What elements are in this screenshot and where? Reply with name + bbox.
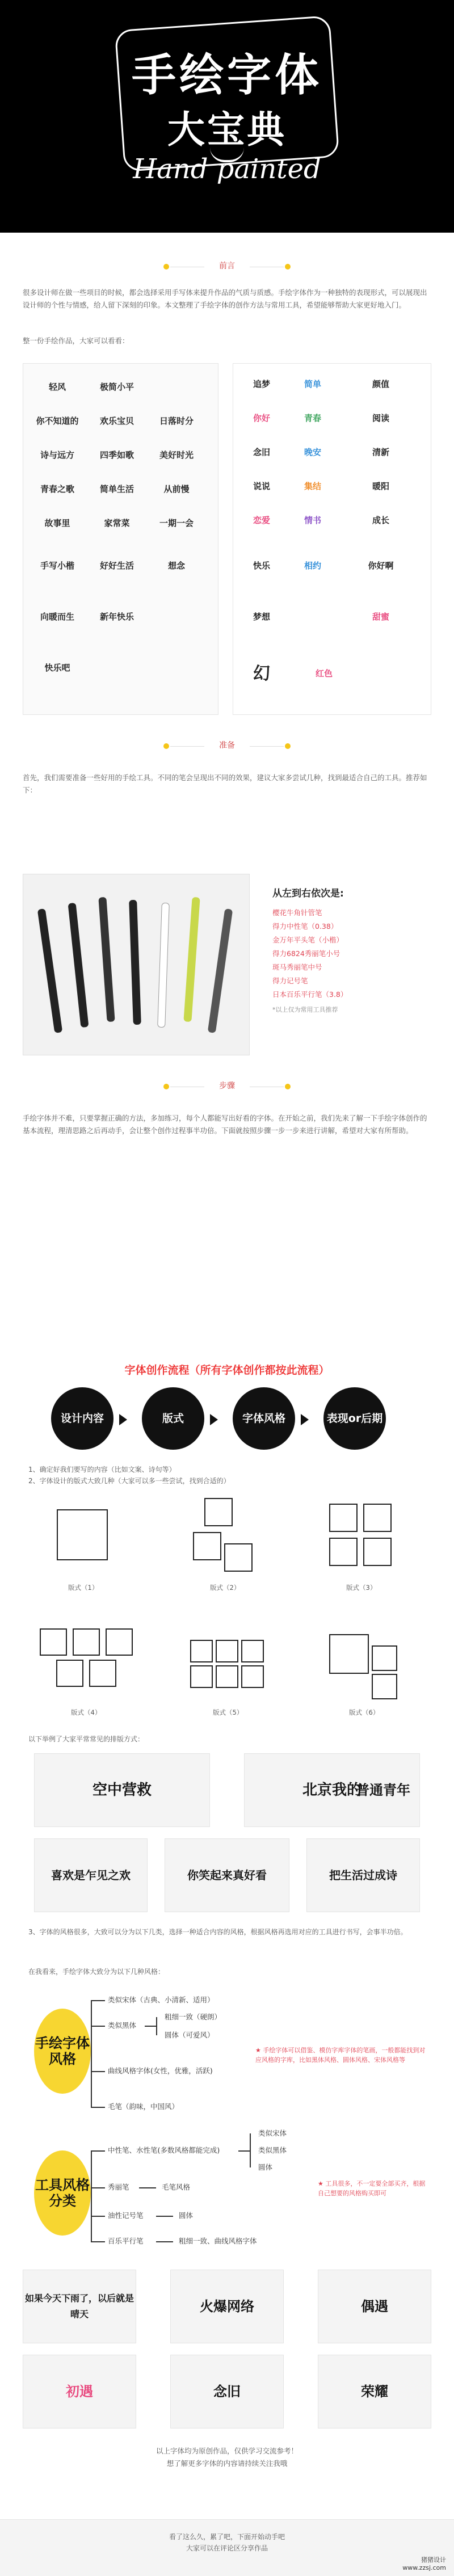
layout-label: 版式（6） bbox=[349, 1708, 380, 1716]
arrow-right-icon bbox=[119, 1414, 127, 1425]
sample-grid-right bbox=[233, 363, 431, 715]
sample-text: 恋爱 bbox=[253, 515, 270, 525]
sample-text: 故事里 bbox=[44, 517, 70, 528]
examples-intro: 以下举例了大家平常常见的排版方式： bbox=[28, 1735, 145, 1743]
layout-box bbox=[224, 1543, 253, 1572]
tools-intro: 首先，我们需要准备一些好用的手绘工具。不同的笔会呈现出不同的效果，建议大家多尝试几种，找到最适合自己的工具。推荐如下： bbox=[23, 773, 427, 794]
sample-text: 梦想 bbox=[253, 611, 270, 622]
dot-icon bbox=[285, 1084, 291, 1089]
sample-text: 暖阳 bbox=[372, 481, 389, 491]
mindmap-sub: 粗细一致（硬朗） bbox=[165, 2013, 222, 2021]
mindmap-note: ★ 手绘字体可以借鉴、模仿字库字体的笔画，一般都能找到对应风格的字库，比如黑体风格、圆体风格、宋体风格等 bbox=[255, 2047, 426, 2064]
sample-text: 说说 bbox=[253, 481, 270, 491]
sample-text: 青春 bbox=[304, 413, 321, 423]
mindmap-sub: 毛笔风格 bbox=[162, 2183, 191, 2191]
sample-text: 简单生活 bbox=[99, 483, 134, 494]
pen-image bbox=[37, 908, 62, 1033]
section-label: 前言 bbox=[219, 262, 235, 271]
sample-text: 你好 bbox=[253, 413, 270, 423]
layout-box bbox=[57, 1509, 108, 1560]
layout-box bbox=[241, 1640, 264, 1662]
sample-text: 你好啊 bbox=[368, 560, 394, 571]
mindmap-branch: 百乐平行笔 bbox=[108, 2237, 144, 2245]
sample-text: 一期一会 bbox=[159, 517, 194, 528]
section-heading-tools bbox=[0, 735, 454, 757]
layout-box bbox=[241, 1665, 264, 1688]
final-example: 念旧 bbox=[170, 2355, 284, 2428]
layout-box bbox=[190, 1640, 213, 1662]
closing-line-1: 以上字体均为原创作品，仅供学习交流参考！ bbox=[155, 2447, 298, 2455]
mindmap-sub: 圆体（可爱风） bbox=[165, 2031, 215, 2039]
preface-closing: 整一份手绘作品，大家可以看看： bbox=[23, 336, 129, 345]
sample-text: 颜值 bbox=[372, 378, 389, 389]
tool-item: 金万年平头笔（小楷） bbox=[272, 936, 344, 944]
sample-text: 诗与远方 bbox=[40, 449, 74, 460]
layout-example: 北京我的 bbox=[244, 1753, 420, 1827]
layout-box bbox=[329, 1538, 358, 1566]
final-example: 荣耀 bbox=[318, 2355, 431, 2428]
layout-box bbox=[372, 1674, 397, 1699]
step-point-1: 1、确定好我们要写的内容（比如文案、诗句等） bbox=[28, 1466, 176, 1474]
tool-item: 斑马秀丽笔中号 bbox=[272, 963, 322, 971]
tools-heading: 从左到右依次是: bbox=[272, 888, 344, 899]
layout-box bbox=[190, 1665, 213, 1688]
process-step: 版式 bbox=[142, 1387, 204, 1450]
layout-label: 版式（5） bbox=[213, 1708, 243, 1716]
pen-image bbox=[129, 900, 141, 1025]
layout-box bbox=[56, 1660, 83, 1687]
sample-text: 简单 bbox=[304, 378, 321, 389]
watermark bbox=[402, 2556, 446, 2572]
sample-text: 日落时分 bbox=[159, 415, 194, 426]
mindmap-sub: 粗细一致、曲线风格字体 bbox=[179, 2237, 257, 2245]
sample-text: 成长 bbox=[372, 515, 389, 525]
sample-text: 甜蜜 bbox=[372, 611, 389, 622]
dot-icon bbox=[285, 743, 291, 749]
sample-text: 家常菜 bbox=[104, 517, 130, 528]
sample-text: 欢乐宝贝 bbox=[99, 415, 134, 426]
mindmap-sub: 圆体 bbox=[179, 2211, 194, 2220]
section-label: 准备 bbox=[219, 741, 235, 750]
preface-paragraph: 很多设计师在做一些项目的时候，都会选择采用手写体来提升作品的气质与质感。手绘字体作为一种独特的表现形式，可以展现出设计师的个性与情感，给人留下深刻的印象。本文整理了手绘字体的创作方法与常用工具，希望能够帮助大家更好地入门。 bbox=[23, 288, 427, 309]
sample-text: 四季如歌 bbox=[99, 449, 134, 460]
footer-line-2: 大家可以在评论区分享作品 bbox=[186, 2544, 268, 2552]
layout-box bbox=[73, 1628, 100, 1656]
sample-text: 快乐 bbox=[253, 560, 270, 571]
mindmap-branch: 曲线风格字体(女性，优雅，活跃) bbox=[108, 2066, 213, 2075]
layout-box bbox=[363, 1538, 392, 1566]
layout-box bbox=[372, 1645, 397, 1671]
mindmap-branch: 类似宋体（古典、小清新、适用） bbox=[108, 1996, 215, 2004]
layout-box bbox=[216, 1665, 238, 1688]
layout-example: 把生活过成诗 bbox=[306, 1838, 420, 1912]
final-example: 初遇 bbox=[23, 2355, 136, 2428]
sample-text: 集结 bbox=[304, 481, 321, 491]
mindmap-leaf: 类似黑体 bbox=[258, 2146, 287, 2154]
layout-box bbox=[329, 1504, 358, 1532]
final-example: 偶遇 bbox=[318, 2270, 431, 2343]
pen-image bbox=[208, 908, 233, 1033]
sample-text: 手写小楷 bbox=[40, 560, 74, 571]
sample-text: 快乐吧 bbox=[44, 662, 70, 673]
final-example: 火爆网络 bbox=[170, 2270, 284, 2343]
layout-box bbox=[204, 1498, 233, 1526]
tool-item: 得力记号笔 bbox=[272, 976, 308, 985]
sample-grid-left bbox=[23, 363, 218, 715]
sample-text: 好好生活 bbox=[99, 560, 134, 571]
layout-box bbox=[106, 1628, 133, 1656]
style-intro: 在我看来，手绘字体大致分为以下几种风格： bbox=[28, 1968, 165, 1976]
tool-item: 樱花牛角针管笔 bbox=[272, 908, 322, 917]
dot-icon bbox=[163, 1084, 169, 1089]
section-heading-preface bbox=[0, 255, 454, 278]
layout-box bbox=[193, 1532, 221, 1560]
layout-box bbox=[363, 1504, 392, 1532]
mindmap-note: ★ 工具很多，不一定要全部买齐，根据自己想要的风格购买即可 bbox=[318, 2180, 426, 2197]
pen-image bbox=[157, 903, 170, 1028]
sample-text: 红色 bbox=[315, 668, 333, 679]
layout-label: 版式（2） bbox=[210, 1584, 241, 1592]
dot-icon bbox=[163, 264, 169, 270]
sample-text: 情书 bbox=[304, 515, 321, 525]
mindmap-center: 手绘字体风格 bbox=[34, 2009, 91, 2094]
pen-image bbox=[183, 897, 200, 1022]
sample-text: 想念 bbox=[167, 560, 185, 571]
sample-text: 阅读 bbox=[372, 413, 389, 423]
section-label: 步骤 bbox=[219, 1081, 235, 1091]
sample-text: 幻 bbox=[253, 663, 270, 684]
closing-line-2: 想了解更多字体的内容请持续关注我哦 bbox=[166, 2459, 288, 2468]
pens-photo bbox=[23, 874, 250, 1055]
footer-line-1: 看了这么久，累了吧，下面开始动手吧 bbox=[169, 2533, 285, 2541]
layout-example: 你笑起来真好看 bbox=[165, 1838, 289, 1912]
sample-text: 你不知道的 bbox=[36, 415, 79, 426]
hero-subtitle: Hand painted bbox=[133, 153, 321, 185]
step-point-3: 3、字体的风格很多，大致可以分为以下几类，选择一种适合内容的风格，根据风格再选用对应的工具进行书写，会事半功倍。 bbox=[28, 1928, 407, 1936]
sample-text: 从前慢 bbox=[163, 483, 190, 494]
hero-title-line2: 大宝典 bbox=[167, 107, 287, 151]
pen-image bbox=[68, 903, 89, 1028]
mindmap-center: 工具风格分类 bbox=[34, 2150, 91, 2236]
layout-label: 版式（4） bbox=[71, 1708, 102, 1716]
sample-text: 晚安 bbox=[304, 447, 321, 457]
layout-box bbox=[40, 1628, 67, 1656]
sample-text: 青春之歌 bbox=[40, 483, 74, 494]
layout-box bbox=[216, 1640, 238, 1662]
mindmap-branch: 毛笔（韵味，中国风） bbox=[108, 2102, 179, 2111]
dot-icon bbox=[285, 264, 291, 270]
process-title: 字体创作流程（所有字体创作都按此流程） bbox=[124, 1364, 330, 1377]
watermark-url: www.zzsj.com bbox=[402, 2564, 446, 2571]
layout-box bbox=[329, 1634, 369, 1674]
sample-text: 极简小平 bbox=[99, 381, 134, 392]
process-step: 表现or后期 bbox=[323, 1387, 386, 1450]
tools-list bbox=[272, 885, 443, 1014]
mindmap-branch: 秀丽笔 bbox=[108, 2183, 129, 2191]
layout-label: 版式（3） bbox=[346, 1584, 377, 1592]
mindmap-branch: 中性笔、水性笔(多数风格都能完成) bbox=[108, 2146, 220, 2154]
layout-example: 普通青年 bbox=[356, 1782, 410, 1798]
tool-item: 得力中性笔（0.38） bbox=[272, 922, 338, 931]
steps-intro: 手绘字体并不难，只要掌握正确的方法，多加练习，每个人都能写出好看的字体。在开始之前，我们先来了解一下手绘字体创作的基本流程，理清思路之后再动手，会让整个创作过程事半功倍。下面就按照步骤一步一步来进行讲解，希望对大家有所帮助。 bbox=[23, 1114, 427, 1135]
sample-text: 向暖而生 bbox=[40, 611, 74, 622]
tool-item: 日本百乐平行笔（3.8） bbox=[272, 990, 348, 999]
sample-text: 念旧 bbox=[253, 447, 270, 457]
arrow-right-icon bbox=[301, 1414, 309, 1425]
tools-note: *以上仅为常用工具推荐 bbox=[272, 1006, 338, 1013]
sample-text: 相约 bbox=[304, 560, 321, 571]
hero-title-line1: 手绘字体 bbox=[131, 49, 322, 101]
process-step: 设计内容 bbox=[51, 1387, 114, 1450]
arrow-right-icon bbox=[210, 1414, 218, 1425]
final-example: 如果今天下雨了，以后就是晴天 bbox=[23, 2270, 136, 2343]
section-heading-steps bbox=[0, 1075, 454, 1098]
layout-label: 版式（1） bbox=[68, 1584, 99, 1592]
sample-text: 美好时光 bbox=[159, 449, 194, 460]
dot-icon bbox=[163, 743, 169, 749]
step-point-2: 2、字体设计的版式大致几种（大家可以多一些尝试，找到合适的） bbox=[28, 1477, 230, 1485]
layout-box bbox=[89, 1660, 116, 1687]
pen-image bbox=[98, 897, 115, 1022]
process-step: 字体风格 bbox=[233, 1387, 295, 1450]
watermark-name: 猪猪设计 bbox=[421, 2556, 446, 2564]
mindmap-leaf: 圆体 bbox=[258, 2163, 273, 2171]
tool-item: 得力6824秀丽笔小号 bbox=[272, 949, 340, 958]
layout-example: 空中营救 bbox=[34, 1753, 210, 1827]
sample-text: 追梦 bbox=[253, 378, 270, 389]
sample-text: 清新 bbox=[372, 447, 389, 457]
mindmap-leaf: 类似宋体 bbox=[258, 2129, 287, 2137]
hero-banner bbox=[0, 0, 454, 233]
sample-text: 新年快乐 bbox=[99, 611, 134, 622]
sample-text: 轻风 bbox=[48, 381, 66, 392]
layout-example: 喜欢是乍见之欢 bbox=[34, 1838, 148, 1912]
mindmap-branch: 油性记号笔 bbox=[108, 2211, 144, 2220]
mindmap-branch: 类似黑体 bbox=[108, 2021, 137, 2030]
